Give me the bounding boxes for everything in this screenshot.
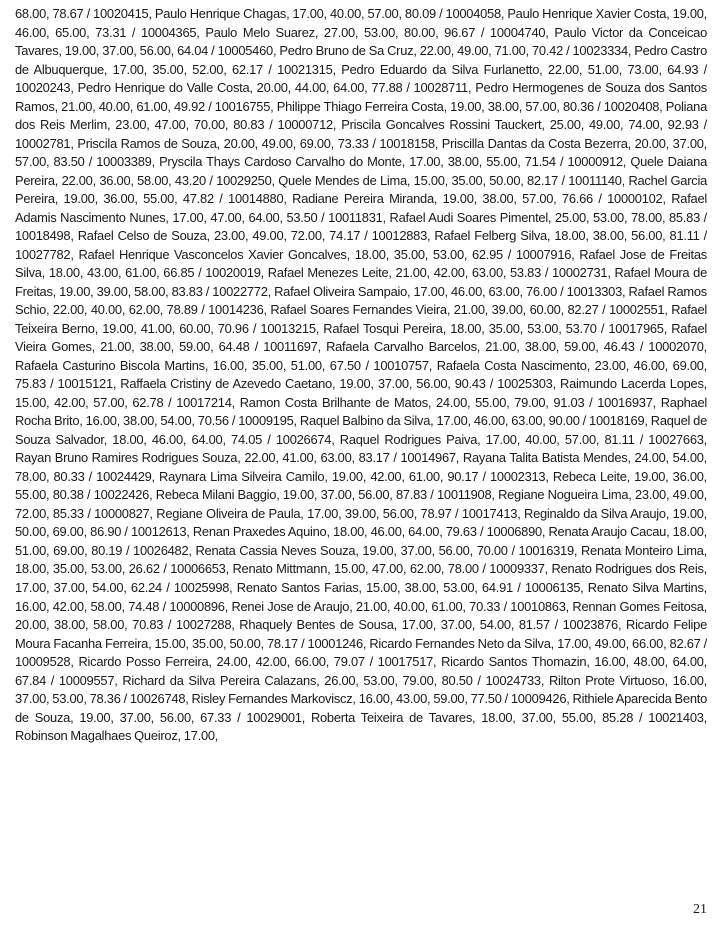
page-number: 21	[693, 902, 707, 917]
candidate-results-text: 68.00, 78.67 / 10020415, Paulo Henrique Chagas, 17.00, 40.00, 57.00, 80.09 / 10004058, Paulo Henrique Xavier Costa, 19.00, 46.00, 65.00, 73.31 / 10004365, Paulo Melo Suarez, 27.00, 53.00, 80.00, 96.67 / 10004740, Paulo Victor da Conceicao Tavares, 19.00, 37.00, 56.00, 64.04 / 10005460, Pedro Bruno de Sa Cruz, 22.00, 49.00, 71.00, 70.42 / 10023334, Pedro Castro de Albuquerque, 17.00, 35.00, 52.00, 62.17 / 10021315, Pedro Eduardo da Silva Furlanetto, 22.00, 51.00, 73.00, 64.93 / 10020243, Pedro Henrique do Valle Costa, 20.00, 44.00, 64.00, 77.88 / 10028711, Pedro Hermogenes de Souza dos Santos Ramos, 21.00, 40.00, 61.00, 49.92 / 10016755, Philippe Thiago Ferreira Costa, 19.00, 38.00, 57.00, 80.36 / 10020408, Poliana dos Reis Merlim, 23.00, 47.00, 70.00, 80.83 / 10000712, Priscila Goncalves Rossini Tauckert, 25.00, 49.00, 74.00, 92.93 / 10002781, Priscila Ramos de Souza, 20.00, 49.00, 69.00, 73.33 / 10018158, Priscilla Dantas da Costa Bezerra, 20.00, 37.00, 57.00, 83.50 / 10003389, Pryscila Thays Cardoso Carvalho do Monte, 17.00, 38.00, 55.00, 71.54 / 10000912, Quele Daiana Pereira, 22.00, 36.00, 58.00, 43.20 / 10029250, Quele Mendes de Lima, 15.00, 35.00, 50.00, 82.17 / 10011140, Rachel Garcia Pereira, 19.00, 36.00, 55.00, 47.82 / 10014880, Radiane Pereira Miranda, 19.00, 38.00, 57.00, 76.66 / 10000102, Rafael Adamis Nascimento Nunes, 17.00, 47.00, 64.00, 53.50 / 10011831, Rafael Audi Soares Pimentel, 25.00, 53.00, 78.00, 85.83 / 10018498, Rafael Celso de Souza, 23.00, 49.00, 72.00, 74.17 / 10012883, Rafael Felberg Silva, 18.00, 38.00, 56.00, 81.11 / 10027782, Rafael Henrique Vasconcelos Xavier Goncalves, 18.00, 35.00, 53.00, 62.95 / 10007916, Rafael Jose de Freitas Silva, 18.00, 43.00, 61.00, 66.85 / 10020019, Rafael Menezes Leite, 21.00, 42.00, 63.00, 53.83 / 10002731, Rafael Moura de Freitas, 19.00, 39.00, 58.00, 83.83 / 10022772, Rafael Oliveira Sampaio, 17.00, 46.00, 63.00, 76.00 / 10013303, Rafael Ramos Schio, 22.00, 40.00, 62.00, 78.89 / 10014236, Rafael Soares Fernandes Vieira, 21.00, 39.00, 60.00, 82.27 / 10002551, Rafael Teixeira Berno, 19.00, 41.00, 60.00, 70.96 / 10013215, Rafael Tosqui Pereira, 18.00, 35.00, 53.00, 53.70 / 10017965, Rafael Vieira Gomes, 21.00, 38.00, 59.00, 64.48 / 10011697, Rafaela Carvalho Barcelos, 21.00, 38.00, 59.00, 46.43 / 10002070, Rafaela Casturino Biscola Martins, 16.00, 35.00, 51.00, 67.50 / 10010757, Rafaela Costa Nascimento, 23.00, 46.00, 69.00, 75.83 / 10015121, Raffaela Cristiny de Azevedo Caetano, 19.00, 37.00, 56.00, 90.43 / 10025303, Raimundo Lacerda Lopes, 15.00, 42.00, 57.00, 62.78 / 10017214, Ramon Costa Brilhante de Matos, 24.00, 55.00, 79.00, 91.03 / 10016937, Raphael Rocha Brito, 16.00, 38.00, 54.00, 70.56 / 10009195, Raquel Balbino da Silva, 17.00, 46.00, 63.00, 90.00 / 10018169, Raquel de Souza Salvador, 18.00, 46.00, 64.00, 74.05 / 10026674, Raquel Rodrigues Paiva, 17.00, 40.00, 57.00, 81.11 / 10027663, Rayan Bruno Ramires Rodrigues Souza, 22.00, 41.00, 63.00, 83.17 / 10014967, Rayana Talita Batista Mendes, 24.00, 54.00, 78.00, 80.33 / 10024429, Raynara Lima Silveira Camilo, 19.00, 42.00, 61.00, 90.17 / 10002313, Rebeca Leite, 19.00, 36.00, 55.00, 80.38 / 10022426, Rebeca Milani Baggio, 19.00, 37.00, 56.00, 87.83 / 10011908, Regiane Nogueira Lima, 23.00, 49.00, 72.00, 85.33 / 10000827, Regiane Oliveira de Paula, 17.00, 39.00, 56.00, 78.97 / 10017413, Reginaldo da Silva Araujo, 19.00, 50.00, 69.00, 86.90 / 10012613, Renan Praxedes Aquino, 18.00, 46.00, 64.00, 79.63 / 10006890, Renata Araujo Cacau, 18.00, 51.00, 69.00, 80.19 / 10026482, Renata Cassia Neves Souza, 19.00, 37.00, 56.00, 70.00 / 10016319, Renata Monteiro Lima, 18.00, 35.00, 53.00, 26.62 / 10006653, Renato Mittmann, 15.00, 47.00, 62.00, 78.00 / 10009337, Renato Rodrigues dos Reis, 17.00, 37.00, 54.00, 62.24 / 10025998, Renato Santos Farias, 15.00, 38.00, 53.00, 64.91 / 10006135, Renato Silva Martins, 16.00, 42.00, 58.00, 74.48 / 10000896, Renei Jose de Araujo, 21.00, 40.00, 61.00, 70.33 / 10010863, Rennan Gomes Feitosa, 20.00, 38.00, 58.00, 70.83 / 10027288, Rhaquely Bentes de Sousa, 17.00, 37.00, 54.00, 81.57 / 10023876, Ricardo Felipe Moura Facanha Ferreira, 15.00, 35.00, 50.00, 78.17 / 10001246, Ricardo Fernandes Neto da Silva, 17.00, 49.00, 66.00, 82.67 / 10009528, Ricardo Posso Ferreira, 24.00, 42.00, 66.00, 79.07 / 10017517, Ricardo Santos Thomazin, 16.00, 48.00, 64.00, 67.84 / 10009557, Richard da Silva Pereira Calazans, 26.00, 53.00, 79.00, 80.50 / 10024733, Rilton Prote Virtuoso, 16.00, 37.00, 53.00, 78.36 / 10026748, Risley Fernandes Markoviscz, 16.00, 43.00, 59.00, 77.50 / 10009426, Rithiele Aparecida Bento de Souza, 19.00, 37.00, 56.00, 67.33 / 10029001, Roberta Teixeira de Tavares, 18.00, 37.00, 55.00, 85.28 / 10021403, Robinson Magalhaes Queiroz, 17.00,	[15, 6, 707, 744]
